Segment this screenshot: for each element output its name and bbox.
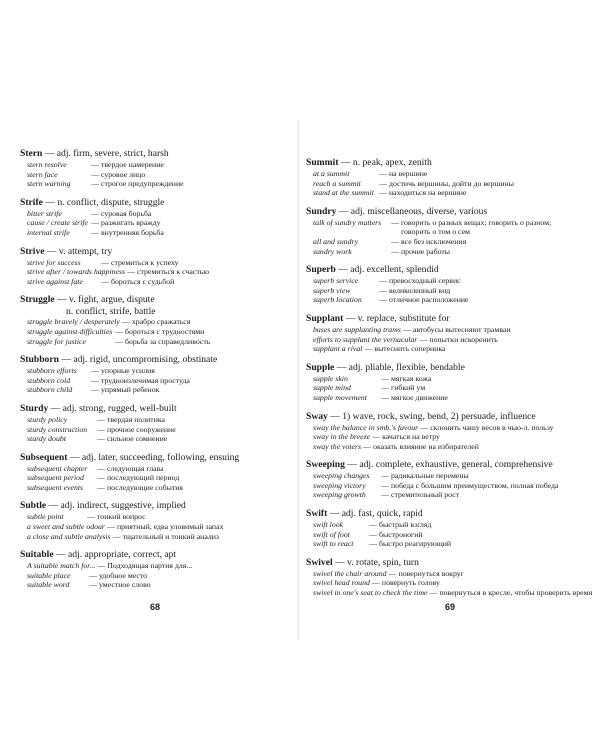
entry-headline bbox=[306, 157, 590, 169]
example-translation: быстро реагирующий bbox=[379, 539, 452, 549]
example-dash: — bbox=[91, 208, 99, 218]
example-translation: строгое предупреждение bbox=[101, 179, 184, 189]
definition: — n. peak, apex, zenith bbox=[340, 157, 432, 168]
example-phrase: supple movement bbox=[313, 392, 367, 402]
example-dash: — bbox=[372, 432, 380, 442]
example-dash: — bbox=[379, 169, 387, 178]
example-translation: бороться с трудностями bbox=[125, 326, 205, 336]
example-row bbox=[20, 512, 290, 522]
example-row bbox=[306, 423, 590, 433]
example-row bbox=[306, 393, 590, 403]
example-phrase: sway the voters bbox=[313, 441, 362, 451]
entry-headline bbox=[20, 403, 290, 415]
example-phrase: swift to react bbox=[313, 539, 354, 549]
example-phrase: stubborn child bbox=[27, 385, 73, 395]
example-row bbox=[20, 258, 290, 268]
example-row bbox=[306, 276, 590, 286]
example-row bbox=[20, 179, 290, 189]
example-row bbox=[20, 327, 290, 337]
entry-headline bbox=[306, 508, 590, 520]
example-translation: твердое намерение bbox=[101, 160, 164, 169]
example-row bbox=[306, 588, 593, 598]
example-translation: тонкий вопрос bbox=[97, 512, 146, 522]
headword: Sway bbox=[306, 410, 328, 422]
example-translation: автобусы вытесняют трамваи bbox=[412, 324, 511, 334]
example-dash: — bbox=[91, 169, 99, 179]
headword: Strive bbox=[20, 245, 45, 257]
example-phrase: a close and subtle analysis bbox=[27, 531, 111, 541]
entry-headline bbox=[306, 411, 590, 423]
example-dash: — bbox=[381, 480, 389, 490]
example-row bbox=[20, 425, 290, 435]
example-translation: радикальные перемены bbox=[391, 471, 469, 481]
definition-continuation: n. conflict, strife, battle bbox=[66, 306, 156, 318]
dictionary-entry bbox=[20, 500, 290, 541]
example-dash: — bbox=[115, 336, 123, 346]
example-translation: победа с большим преимуществом, полная победа bbox=[391, 480, 559, 490]
example-dash: — bbox=[91, 179, 99, 189]
example-row bbox=[20, 571, 290, 581]
definition: — n. conflict, dispute, struggle bbox=[45, 196, 165, 208]
example-row bbox=[20, 434, 290, 444]
headword: Swivel bbox=[306, 556, 333, 568]
example-translation: прочие работы bbox=[401, 246, 451, 256]
example-row bbox=[306, 471, 590, 481]
example-row bbox=[306, 530, 590, 540]
page-number-left: 68 bbox=[150, 602, 161, 612]
entry-headline bbox=[20, 452, 290, 464]
example-phrase: sweeping growth bbox=[313, 490, 366, 500]
dictionary-entry bbox=[306, 313, 590, 354]
example-translation: Подходящая партия для... bbox=[107, 561, 193, 571]
example-row bbox=[306, 237, 590, 247]
example-translation: отличное расположение bbox=[389, 295, 469, 305]
headword: Sundry bbox=[306, 205, 337, 217]
entry-headline bbox=[306, 459, 590, 471]
example-phrase: subsequent period bbox=[27, 473, 84, 483]
example-translation: трудноизлечимая простуда bbox=[101, 375, 190, 385]
example-phrase: swift of foot bbox=[313, 529, 350, 539]
headword: Summit bbox=[306, 157, 339, 168]
example-phrase: strive against fate bbox=[27, 276, 83, 286]
example-phrase: sturdy policy bbox=[27, 414, 68, 424]
right-page bbox=[306, 157, 593, 606]
dictionary-entry bbox=[306, 157, 590, 198]
example-dash: — bbox=[379, 276, 387, 286]
example-translation: суровая борьба bbox=[101, 208, 152, 218]
example-dash: — bbox=[127, 267, 135, 277]
example-dash: — bbox=[97, 561, 106, 571]
example-phrase: stand at the summit bbox=[313, 188, 374, 198]
dictionary-entry bbox=[306, 556, 593, 598]
example-phrase: stern face bbox=[27, 169, 58, 179]
example-translation: находиться на вершине bbox=[389, 188, 467, 198]
example-phrase: sway the balance in smb.'s favour bbox=[313, 422, 419, 432]
example-translation: бороться с судьбой bbox=[111, 276, 175, 286]
example-row bbox=[20, 415, 290, 425]
example-row bbox=[306, 481, 590, 491]
example-translation: говорить о том о сем bbox=[401, 227, 470, 237]
example-row bbox=[306, 325, 590, 335]
example-phrase: stubborn efforts bbox=[27, 366, 77, 376]
example-row bbox=[20, 522, 290, 532]
example-dash: — bbox=[91, 160, 99, 169]
dictionary-entry bbox=[20, 452, 290, 493]
dictionary-entry bbox=[306, 362, 590, 403]
example-phrase bbox=[313, 227, 389, 237]
example-phrase: struggle against difficulties bbox=[27, 326, 113, 336]
example-row bbox=[20, 209, 290, 219]
dictionary-entry bbox=[306, 508, 590, 549]
example-translation: достичь вершины, дойти до вершины bbox=[389, 178, 514, 188]
dictionary-entry bbox=[20, 549, 290, 590]
example-row bbox=[20, 218, 290, 228]
example-row bbox=[20, 366, 290, 376]
example-translation: повернуться в кресле, чтобы проверить время bbox=[439, 588, 593, 598]
headword: Struggle bbox=[20, 294, 55, 306]
headword: Sturdy bbox=[20, 402, 49, 414]
example-phrase: suitable place bbox=[27, 570, 71, 580]
example-row bbox=[306, 169, 590, 179]
example-dash: — bbox=[420, 422, 429, 432]
dictionary-entry bbox=[306, 206, 590, 256]
definition: — 1) wave, rock, swing, bend, 2) persuade, influence bbox=[330, 410, 536, 422]
example-dash: — bbox=[371, 578, 380, 588]
headword: Stern bbox=[20, 148, 43, 159]
example-phrase: at a summit bbox=[313, 169, 350, 178]
example-phrase: supple skin bbox=[313, 373, 348, 383]
example-row bbox=[306, 218, 590, 228]
definition: — adj. pliable, flexible, bendable bbox=[336, 361, 465, 373]
entry-headline bbox=[306, 557, 590, 569]
example-row bbox=[306, 490, 590, 500]
definition: — adj. later, succeeding, following, ensuing bbox=[69, 451, 240, 463]
example-dash: — bbox=[97, 463, 105, 473]
example-translation: гибкий ум bbox=[391, 383, 426, 393]
example-phrase: sweeping victory bbox=[313, 480, 366, 490]
example-translation: борьба за справедливость bbox=[125, 336, 211, 346]
dictionary-entry bbox=[20, 246, 290, 287]
example-translation: суровое лицо bbox=[101, 169, 146, 179]
example-phrase: superb service bbox=[313, 276, 359, 286]
example-dash: — bbox=[91, 218, 99, 228]
example-dash: — bbox=[364, 344, 373, 354]
headword: Supplant bbox=[306, 312, 344, 324]
example-row bbox=[306, 344, 590, 354]
example-dash: — bbox=[379, 188, 387, 198]
example-dash: — bbox=[381, 490, 389, 500]
example-row bbox=[20, 228, 290, 238]
example-translation: мягкое движение bbox=[391, 392, 448, 402]
example-row bbox=[20, 580, 290, 590]
example-phrase: reach a summit bbox=[313, 178, 361, 188]
example-translation: оказать влияние на избирателей bbox=[373, 441, 479, 451]
example-phrase: swift look bbox=[313, 520, 344, 530]
example-translation: быстрый взгляд bbox=[379, 520, 432, 530]
example-phrase: sweeping changes bbox=[313, 471, 370, 481]
entry-headline bbox=[306, 313, 590, 325]
headword: Subtle bbox=[20, 500, 47, 512]
example-dash: — bbox=[391, 246, 399, 256]
dictionary-entry bbox=[306, 264, 590, 305]
example-translation: превосходный сервис bbox=[389, 276, 461, 286]
example-dash: — bbox=[97, 482, 105, 492]
page-gutter bbox=[297, 120, 300, 640]
example-dash: — bbox=[381, 392, 389, 402]
example-translation: качаться на ветру bbox=[382, 432, 440, 442]
example-translation: на вершине bbox=[389, 169, 428, 178]
entry-headline bbox=[306, 206, 590, 218]
example-dash: — bbox=[429, 588, 438, 598]
definition: — adj. firm, severe, strict, harsh bbox=[44, 148, 169, 159]
example-translation: мягкая кожа bbox=[391, 373, 432, 383]
example-row bbox=[306, 432, 590, 442]
definition: — v. attempt, try bbox=[46, 245, 113, 257]
definition: — adj. complete, exhaustive, general, comprehensive bbox=[347, 459, 553, 471]
example-row bbox=[20, 160, 290, 170]
example-dash: — bbox=[369, 520, 377, 530]
example-phrase: subsequent events bbox=[27, 482, 84, 492]
example-translation: внутренняя борьба bbox=[101, 227, 164, 237]
example-phrase: swivel the chair around bbox=[313, 568, 387, 578]
example-dash: — bbox=[91, 375, 99, 385]
example-dash: — bbox=[381, 471, 389, 481]
dictionary-entry bbox=[20, 294, 290, 346]
dictionary-entry bbox=[20, 148, 290, 189]
example-phrase: sundry work bbox=[313, 246, 352, 256]
example-dash: — bbox=[381, 373, 389, 383]
example-phrase: struggle bravely / desperately bbox=[27, 317, 120, 327]
example-translation: повернуться вокруг bbox=[398, 568, 464, 578]
definition: — v. rotate, spin, turn bbox=[335, 556, 419, 568]
example-dash: — bbox=[379, 295, 387, 305]
definition: — v. replace, substitute for bbox=[345, 312, 450, 324]
example-dash: — bbox=[369, 529, 377, 539]
example-dash: — bbox=[381, 383, 389, 393]
example-row bbox=[20, 376, 290, 386]
entry-headline bbox=[20, 549, 290, 561]
example-phrase: stern resolve bbox=[27, 160, 67, 169]
example-phrase: all and sundry bbox=[313, 236, 359, 246]
example-row bbox=[20, 532, 290, 542]
entry-headline bbox=[20, 354, 290, 366]
page-number-right: 69 bbox=[445, 602, 456, 612]
headword: Stubborn bbox=[20, 354, 59, 366]
example-translation: приятный, едва уловимый запах bbox=[116, 522, 224, 532]
example-row bbox=[306, 247, 590, 257]
definition: — v. fight, argue, dispute bbox=[57, 294, 155, 306]
example-phrase: supplant a rival bbox=[313, 344, 363, 354]
example-phrase: strive after / towards happiness bbox=[27, 267, 126, 277]
example-phrase: talk of sundry matters bbox=[313, 217, 382, 227]
example-row bbox=[306, 578, 590, 588]
headword: Swift bbox=[306, 508, 328, 520]
example-dash: — bbox=[402, 324, 411, 334]
example-row bbox=[20, 561, 290, 571]
example-dash: — bbox=[379, 178, 387, 188]
example-dash: — bbox=[97, 434, 105, 444]
example-dash: — bbox=[97, 473, 105, 483]
example-translation: упорные усилия bbox=[101, 366, 155, 376]
example-phrase: a sweet and subtle odour bbox=[27, 522, 105, 532]
example-phrase: stubborn cold bbox=[27, 375, 71, 385]
example-row bbox=[20, 385, 290, 395]
example-dash: — bbox=[115, 326, 123, 336]
example-phrase: efforts to supplant the vernacular bbox=[313, 334, 418, 344]
example-row bbox=[306, 374, 590, 384]
headword: Subsequent bbox=[20, 451, 68, 463]
example-translation: последующие события bbox=[107, 482, 183, 492]
example-row bbox=[20, 170, 290, 180]
example-dash: — bbox=[89, 570, 97, 580]
example-translation: быстроногий bbox=[379, 529, 423, 539]
example-dash: — bbox=[97, 424, 105, 434]
example-dash: — bbox=[419, 334, 428, 344]
example-phrase: subsequent chapter bbox=[27, 463, 88, 473]
example-translation: великолепный вид bbox=[389, 285, 451, 295]
example-dash: — bbox=[379, 285, 387, 295]
example-row bbox=[20, 337, 290, 347]
example-translation: храбро сражаться bbox=[131, 317, 191, 327]
example-dash: — bbox=[391, 217, 399, 227]
example-dash: — bbox=[91, 385, 99, 395]
example-translation: склонить чашу весов в чью-л. пользу bbox=[430, 422, 554, 432]
definition: — adj. miscellaneous, diverse, various bbox=[338, 205, 488, 217]
example-phrase: subtle point bbox=[27, 512, 64, 522]
example-row bbox=[306, 539, 590, 549]
example-phrase: suitable word bbox=[27, 580, 70, 590]
example-translation: следующая глава bbox=[107, 463, 164, 473]
example-translation: тщательный и тонкий анализ bbox=[122, 531, 219, 541]
example-translation: последующий период bbox=[107, 473, 180, 483]
example-translation: твердая политика bbox=[107, 414, 166, 424]
entry-headline bbox=[306, 362, 590, 374]
example-translation: попытки искоренить bbox=[429, 334, 498, 344]
example-phrase: stern warning bbox=[27, 179, 71, 189]
example-phrase: supple mind bbox=[313, 383, 351, 393]
example-phrase: buses are supplanting trams bbox=[313, 324, 401, 334]
example-phrase: swivel in one's seat to check the time bbox=[313, 588, 428, 598]
dictionary-entry bbox=[306, 459, 590, 500]
example-phrase: internal strife bbox=[27, 227, 70, 237]
entry-headline bbox=[20, 500, 290, 512]
definition: — adj. strong, rugged, well-built bbox=[50, 402, 177, 414]
example-translation: сильное сомнение bbox=[107, 434, 168, 444]
example-phrase: struggle for justice bbox=[27, 336, 86, 346]
example-row bbox=[20, 317, 290, 327]
example-phrase: superb location bbox=[313, 295, 362, 305]
example-dash: — bbox=[101, 276, 109, 286]
example-row bbox=[20, 464, 290, 474]
headword: Supple bbox=[306, 361, 335, 373]
entry-headline bbox=[306, 264, 590, 276]
example-phrase: sturdy doubt bbox=[27, 434, 66, 444]
example-phrase: swivel head round bbox=[313, 578, 370, 588]
example-dash: — bbox=[97, 414, 105, 424]
entry-headline bbox=[20, 148, 290, 160]
example-translation: прочное сооружение bbox=[107, 424, 176, 434]
headword: Superb bbox=[306, 264, 336, 276]
example-phrase: cause / create strife bbox=[27, 218, 88, 228]
definition: — adj. excellent, splendid bbox=[338, 264, 439, 276]
headword: Suitable bbox=[20, 549, 54, 561]
example-translation: повернуть голову bbox=[381, 578, 440, 588]
dictionary-entry bbox=[306, 411, 590, 452]
headword: Strife bbox=[20, 196, 43, 208]
entry-headline bbox=[20, 246, 290, 258]
entry-headline bbox=[20, 294, 290, 306]
example-translation: говорить о разных вещах; говорить о разном; bbox=[401, 217, 552, 227]
example-row bbox=[306, 569, 590, 579]
example-row bbox=[20, 473, 290, 483]
example-dash: — bbox=[391, 236, 399, 246]
example-dash: — bbox=[363, 441, 371, 451]
example-translation: удобное место bbox=[99, 570, 148, 580]
example-row bbox=[306, 335, 590, 345]
example-phrase: strive for success bbox=[27, 257, 81, 267]
example-row bbox=[306, 286, 590, 296]
example-translation: стремиться к успеху bbox=[111, 257, 179, 267]
entry-headline bbox=[20, 197, 290, 209]
left-page bbox=[20, 148, 290, 598]
example-phrase: sturdy construction bbox=[27, 424, 88, 434]
example-row bbox=[20, 277, 290, 287]
example-dash: — bbox=[121, 317, 130, 327]
dictionary-entry bbox=[20, 354, 290, 395]
definition: — adj. appropriate, correct, apt bbox=[56, 549, 177, 561]
example-dash: — bbox=[89, 580, 97, 590]
example-row bbox=[306, 520, 590, 530]
example-translation: упрямый ребенок bbox=[101, 385, 160, 395]
example-row bbox=[306, 179, 590, 189]
example-translation: стремительный рост bbox=[391, 490, 460, 500]
example-row bbox=[306, 227, 590, 237]
example-row bbox=[20, 483, 290, 493]
example-dash: — bbox=[101, 257, 109, 267]
example-row bbox=[306, 442, 590, 452]
dictionary-entry bbox=[20, 197, 290, 238]
example-translation: вытеснить соперника bbox=[374, 344, 446, 354]
example-row bbox=[306, 188, 590, 198]
definition: — adj. rigid, uncompromising, obstinate bbox=[61, 354, 218, 366]
example-phrase: bitter strife bbox=[27, 208, 62, 218]
example-dash: — bbox=[87, 512, 95, 522]
example-phrase: superb view bbox=[313, 285, 351, 295]
example-translation: все без исключения bbox=[401, 236, 467, 246]
example-dash: — bbox=[91, 227, 99, 237]
example-row bbox=[306, 383, 590, 393]
example-translation: уместное слово bbox=[99, 580, 151, 590]
dictionary-entry bbox=[20, 403, 290, 444]
definition: — adj. fast, quick, rapid bbox=[329, 508, 423, 520]
example-dash: — bbox=[112, 531, 121, 541]
example-dash: — bbox=[388, 568, 397, 578]
example-phrase: sway in the breeze bbox=[313, 432, 371, 442]
example-dash: — bbox=[107, 522, 115, 532]
example-translation: стремиться к счастью bbox=[137, 267, 210, 277]
example-row bbox=[306, 295, 590, 305]
example-dash: — bbox=[369, 539, 377, 549]
example-row bbox=[20, 267, 290, 277]
definition: — adj. indirect, suggestive, implied bbox=[48, 500, 186, 512]
example-dash: — bbox=[91, 366, 99, 376]
headword: Sweeping bbox=[306, 459, 345, 471]
example-phrase: A suitable match for... bbox=[27, 561, 96, 571]
example-translation: разжигать вражду bbox=[101, 218, 161, 228]
example-dash-spacer bbox=[389, 227, 401, 237]
